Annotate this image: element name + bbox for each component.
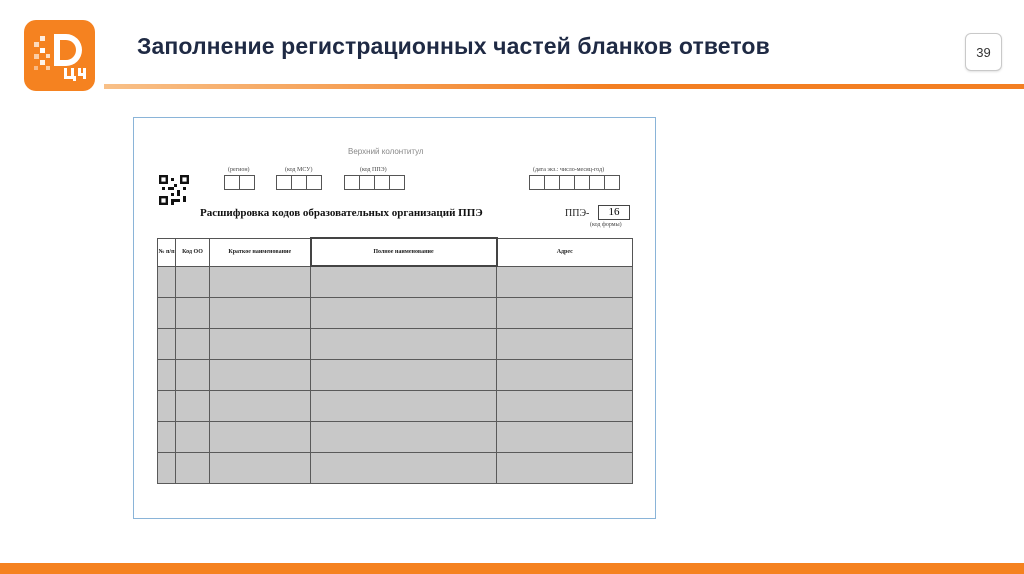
field-label-ppe: (код ППЭ) — [360, 167, 387, 173]
table-row — [158, 360, 633, 391]
table-cell — [497, 329, 633, 360]
column-header: № п/п — [158, 238, 176, 266]
table-cell — [311, 298, 497, 329]
field-label-date: (дата экз.: число-месяц-год) — [533, 167, 605, 173]
table-cell — [311, 329, 497, 360]
table-body — [158, 266, 633, 484]
table-cell — [158, 329, 176, 360]
table-cell — [210, 298, 311, 329]
table-cell — [158, 422, 176, 453]
column-header: Полное наименование — [311, 238, 497, 266]
table-cell — [158, 360, 176, 391]
column-header: Краткое наименование — [210, 238, 311, 266]
date-cells — [529, 175, 619, 190]
ppe-cells — [344, 175, 404, 190]
msu-cells — [276, 175, 321, 190]
form-code-caption: (код формы) — [590, 222, 622, 228]
field-label-region: (регион) — [228, 167, 250, 173]
table-cell — [311, 422, 497, 453]
table-row — [158, 422, 633, 453]
table-cell — [158, 266, 176, 298]
table-cell — [497, 360, 633, 391]
footer-bar — [0, 563, 1024, 574]
table-cell — [176, 391, 210, 422]
table-cell — [311, 266, 497, 298]
field-label-msu: (код МСУ) — [285, 167, 313, 173]
table-cell — [158, 453, 176, 484]
table-cell — [210, 453, 311, 484]
table-cell — [176, 329, 210, 360]
table-row — [158, 298, 633, 329]
table-cell — [176, 422, 210, 453]
form-header-note: Верхний колонтитул — [348, 147, 424, 156]
title-underline — [104, 84, 1024, 89]
table-cell — [497, 266, 633, 298]
table-cell — [210, 329, 311, 360]
region-cells — [224, 175, 254, 190]
table-row — [158, 266, 633, 298]
table-cell — [210, 422, 311, 453]
table-cell — [176, 453, 210, 484]
table-cell — [176, 266, 210, 298]
table-cell — [158, 391, 176, 422]
column-header: Адрес — [497, 238, 633, 266]
page-number-badge: 39 — [965, 33, 1002, 71]
table-cell — [497, 453, 633, 484]
table-cell — [497, 391, 633, 422]
table-cell — [497, 298, 633, 329]
column-header: Код ОО — [176, 238, 210, 266]
table-row — [158, 391, 633, 422]
table-cell — [311, 453, 497, 484]
ppe-codes-table — [157, 237, 633, 484]
table-cell — [311, 360, 497, 391]
table-row — [158, 453, 633, 484]
form-preview — [133, 117, 656, 519]
table-cell — [176, 360, 210, 391]
table-cell — [210, 266, 311, 298]
table-cell — [176, 298, 210, 329]
ppe-form-label: ППЭ- — [565, 208, 590, 219]
table-cell — [311, 391, 497, 422]
table-row — [158, 329, 633, 360]
form-title: Расшифровка кодов образовательных организаций ППЭ — [200, 207, 483, 219]
table-cell — [497, 422, 633, 453]
ppe-form-code: 16 — [598, 205, 630, 220]
slide-title: Заполнение регистрационных частей бланков ответов — [137, 33, 770, 59]
table-cell — [158, 298, 176, 329]
table-cell — [210, 360, 311, 391]
qr-code-icon — [159, 175, 189, 205]
table-cell — [210, 391, 311, 422]
organization-logo — [24, 20, 95, 91]
